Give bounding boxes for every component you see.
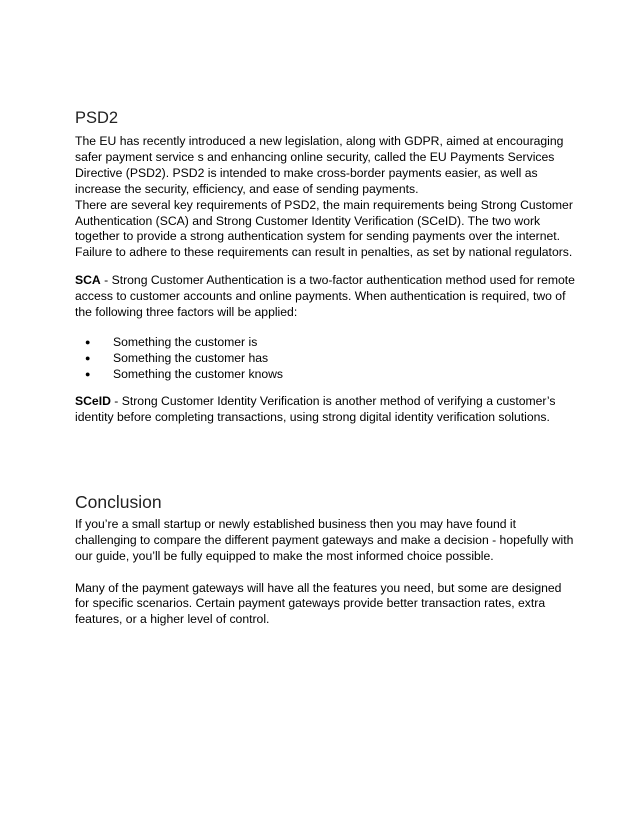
document-content: [75, 108, 575, 628]
bullet-icon: ●: [85, 368, 91, 379]
list-item-text: Something the customer is: [113, 334, 258, 349]
conclusion-heading: Conclusion: [75, 491, 162, 512]
list-item: [85, 366, 575, 382]
list-item: [85, 334, 575, 350]
psd2-requirements-paragraph: There are several key requirements of PSD2, the main requirements being Strong Customer Authentication (SCA) and Strong Customer Identity Verification (SCeID). The two work together to provide a strong authentication system for sending payments over the internet. Failure to adhere to these requirements can result in penalties, as set by national regulators.: [75, 197, 573, 260]
authentication-factors-list: [75, 334, 575, 382]
sceid-term: SCeID: [75, 393, 111, 408]
sca-description: - Strong Customer Authentication is a two-factor authentication method used for remote access to customer accounts and online payments. When authentication is required, two of the following three factors will be applied:: [75, 273, 575, 320]
conclusion-paragraph-2: Many of the payment gateways will have all the features you need, but some are designed for specific scenarios. Certain payment gateways provide better transaction rates, extra features, or a higher level of control.: [75, 580, 562, 627]
psd2-heading: PSD2: [75, 109, 119, 127]
list-item-text: Something the customer has: [113, 350, 269, 365]
psd2-intro-paragraph: The EU has recently introduced a new legislation, along with GDPR, aimed at encouraging safer payment service s and enhancing online security, called the EU Payments Services Directive (PSD2). PSD2 is intended to make cross-border payments easier, as well as increase the security, efficiency, and ease of sending payments.: [75, 134, 564, 196]
list-item-text: Something the customer knows: [113, 366, 284, 381]
bullet-icon: ●: [85, 336, 91, 347]
list-item: [85, 350, 575, 366]
bullet-icon: ●: [85, 352, 91, 363]
sceid-description: - Strong Customer Identity Verification is another method of verifying a customer’s identity before completing transactions, using strong digital identity verification solutions.: [75, 393, 556, 424]
sceid-paragraph: [75, 394, 575, 426]
sca-paragraph: [75, 273, 575, 321]
conclusion-paragraph-1: If you’re a small startup or newly established business then you may have found it challenging to compare the different payment gateways and make a decision - hopefully with our guide, you’ll be fully equipped to make the most informed choice possible.: [75, 516, 574, 563]
sca-term: SCA: [75, 273, 101, 288]
